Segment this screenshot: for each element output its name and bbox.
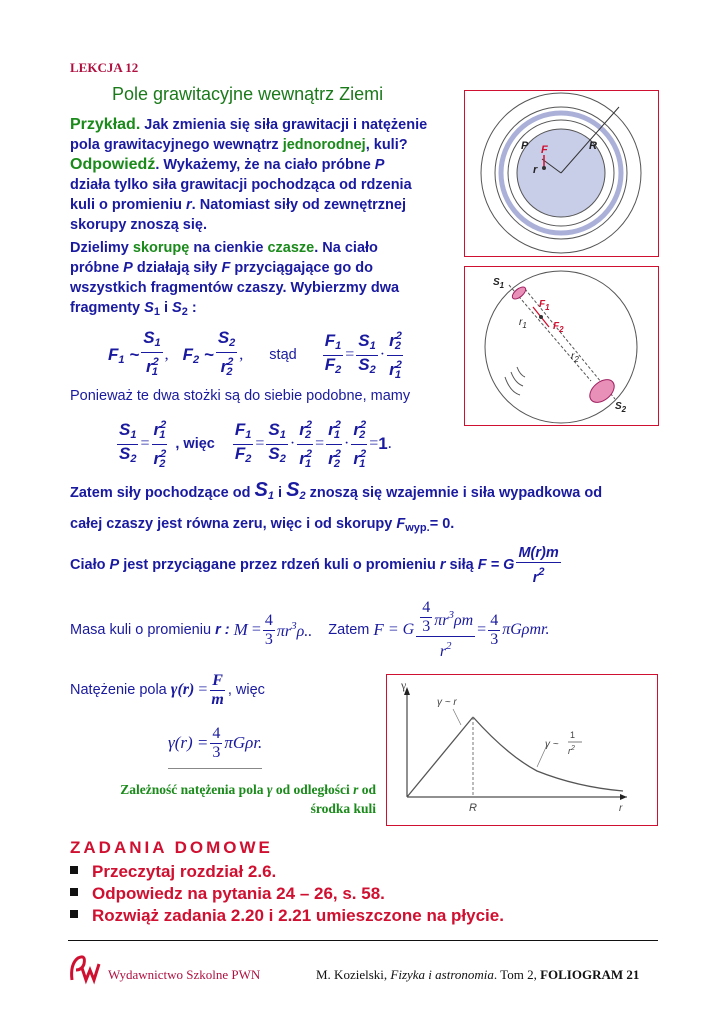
cialo-c: siłą: [449, 557, 474, 573]
footer-foliogram: FOLIOGRAM 21: [540, 967, 640, 982]
homework-item-2: [70, 884, 385, 904]
masa-F: F: [373, 620, 384, 639]
figure-graph: [386, 674, 658, 826]
answer-text-3: kuli o promieniu: [70, 197, 182, 213]
zatem-l2a: całej czaszy jest równa zeru, więc i od skorupy: [70, 516, 393, 532]
equation-1: $F_1$ ~ $\frac{S_1}{r^2_1}$ , $F_2$ ~ $\frac{S_2}{r^2_2}$ , stąd $\frac{F_1}{F_2}$ = $\frac{S_1}{S_2}$ · $\frac{r^2_2}{r^2_1}$: [108, 330, 405, 380]
p2-P: P: [123, 260, 133, 276]
gamma-equation: [168, 720, 262, 769]
graph-R: R: [469, 802, 477, 814]
zatem-F: F: [396, 516, 406, 532]
masa-nrest: πr: [434, 611, 449, 629]
svg-text:F2: $F_2$: [553, 321, 564, 334]
zatem-l2b: = 0.: [429, 516, 455, 532]
masa-a: Masa kuli o promieniu: [70, 622, 212, 638]
cap-g: γ: [266, 782, 273, 797]
cialo-num: M(r)m: [518, 544, 559, 561]
natez-wiec: , więc: [227, 682, 265, 698]
figure-shells: [464, 266, 659, 426]
tilde-1: ~: [129, 344, 140, 364]
bullet-icon: [70, 910, 78, 918]
zatem-l1c: znoszą się wzajemnie i siła wypadkowa od: [309, 485, 603, 501]
masa-line: Masa kuli o promieniu r : M = $\frac{4}{3}$ $\pi r^3\rho$.. Zatem F = G $\frac{4}{3}$ $\pi r^3\rho m$ $r^2$ = $\frac{4}{3}$ πGρmr.: [70, 599, 550, 660]
natezenie-line: [70, 666, 265, 714]
frac-4-3-c: [210, 725, 222, 762]
masa-res: πGρmr.: [502, 621, 550, 638]
p2-l2b: działają siły: [136, 260, 218, 276]
masa-nm: ρm: [453, 611, 474, 629]
p2-t2: na cienkie: [193, 240, 264, 256]
cap-l1a: Zależność natężenia pola: [120, 782, 264, 797]
graph-yaxis: γ: [401, 678, 407, 692]
homework-item-1-text: Przeczytaj rozdział 2.6.: [92, 862, 277, 881]
fig2-F2: F: [553, 321, 560, 332]
zatem-sub: wyp.: [405, 522, 430, 534]
frac-4-3-a: [263, 612, 275, 649]
frac-mrm-r2: $\frac{M(r)m}{r^2}$: [518, 544, 559, 586]
svg-text:S1: $S_1$: [493, 277, 505, 290]
eq2-one: 1: [378, 434, 388, 453]
natez-a: Natężenie pola: [70, 682, 167, 698]
graph-inv-n: 1: [570, 730, 576, 740]
stad-word: stąd: [269, 347, 297, 363]
zatem-l1b: i: [278, 485, 283, 501]
frac-r2-r1: $\frac{r^2_2}{r^2_1}$: [387, 327, 403, 384]
cap-l1c: od: [361, 782, 376, 797]
fig2-S1: S: [493, 277, 500, 288]
answer-r: r: [186, 197, 192, 213]
p2-w1: skorupę: [132, 240, 190, 256]
p2-i: i: [163, 300, 168, 316]
p2-S1: S: [144, 300, 154, 316]
fig1-r: r: [533, 164, 538, 176]
frac-s1-s2-c: $\frac{S_1}{S_2}$: [268, 419, 286, 465]
shells-diagram: [465, 267, 658, 425]
cialo-b: jest przyciągane przez rdzeń kuli o promieniu: [123, 557, 436, 573]
masa-eq: =: [251, 621, 261, 638]
masa-fn: 4: [264, 611, 273, 629]
frac-s1-r1: $\frac{S_1}{r^2_1}$: [143, 328, 161, 378]
svg-text:r1: $r_1$: [519, 317, 527, 330]
zatem-l1a: Zatem siły pochodzące od: [70, 485, 251, 501]
svg-text:S2: $S_2$: [615, 401, 627, 414]
footer-divider: [68, 940, 658, 941]
natez-den: m: [211, 690, 224, 708]
fig2-r1: r: [519, 317, 523, 328]
graph-caption: [70, 780, 376, 818]
bullet-icon: [70, 866, 78, 874]
frac-f-m: [209, 672, 225, 709]
natez-num: F: [212, 671, 223, 689]
masa-eq2: =: [477, 621, 487, 638]
frac-s1-s2-b: $\frac{S_1}{S_2}$: [119, 419, 137, 465]
figure-sphere: [464, 90, 659, 257]
masa-n4: 4: [422, 599, 431, 616]
footer-book: Fizyka i astronomia: [390, 967, 494, 982]
masa-M: M: [233, 620, 248, 639]
homework-title: ZADANIA DOMOWE: [70, 838, 273, 857]
comma-1: ,: [164, 346, 169, 363]
p2-t3: . Na ciało: [314, 240, 378, 256]
cialo-a: Ciało: [70, 557, 106, 573]
p2-l2c: przyciągające go do: [234, 260, 374, 276]
fig1-R: R: [589, 140, 597, 152]
p2-S2: S: [172, 300, 182, 316]
frac-r1-r2-c: $\frac{r^2_1}{r^2_2}$: [326, 416, 342, 473]
example-text-1: Jak zmienia się siła grawitacji i natężenie: [144, 117, 428, 133]
p2-l4a: fragmenty: [70, 300, 141, 316]
page-title: Pole grawitacyjne wewnątrz Ziemi: [112, 84, 384, 104]
gamma-lhs: γ(r) =: [168, 733, 209, 752]
masa-r: r :: [215, 622, 230, 638]
answer-text-1: . Wykażemy, że na ciało próbne: [155, 157, 371, 173]
masa-G: = G: [387, 621, 415, 638]
frac-r2-r1-c: $\frac{r^2_2}{r^2_1}$: [351, 416, 367, 473]
graph-inv-d: r: [568, 746, 571, 756]
publisher-name: Wydawnictwo Szkolne PWN: [108, 967, 261, 982]
masa-rho: ρ..: [296, 622, 313, 640]
svg-text:r2: $r_2$: [571, 351, 579, 364]
example-text-2: pola grawitacyjnego wewnątrz: [70, 137, 279, 153]
answer-text-2: działa tylko siła grawitacji pochodząca od rdzenia: [70, 177, 412, 193]
lesson-label: LEKCJA 12: [70, 60, 139, 75]
cialo-r: r: [439, 557, 446, 573]
answer-label: Odpowiedź: [70, 156, 156, 173]
bullet-icon: [70, 888, 78, 896]
answer-text-5: skorupy znoszą się.: [70, 217, 207, 233]
fig2-F1: F: [539, 299, 546, 310]
masa-zatem: Zatem: [328, 622, 370, 638]
pwn-logo-icon: [66, 950, 106, 991]
masa-resn: 4: [490, 611, 499, 629]
cap-l1b: od odległości: [275, 782, 350, 797]
masa-resd: 3: [490, 630, 499, 648]
answer-P: P: [374, 157, 385, 173]
svg-text:F1: $F_1$: [539, 299, 550, 312]
p2-w2: czasze: [267, 240, 315, 256]
frac-s1-s2: $\frac{S_1}{S_2}$: [358, 330, 376, 376]
book-reference: [316, 967, 639, 983]
frac-f1-f2: $\frac{F_1}{F_2}$: [324, 330, 342, 376]
example-label: Przykład.: [70, 116, 141, 133]
cap-r: r: [353, 782, 359, 797]
gamma-num: 4: [212, 724, 221, 742]
dot-1: ·: [379, 346, 386, 363]
homework-item-2-text: Odpowiedz na pytania 24 – 26, s. 58.: [92, 884, 385, 903]
equation-2: $\frac{S_1}{S_2}$ = $\frac{r^2_1}{r^2_2}$ , więc $\frac{F_1}{F_2}$ = $\frac{S_1}{S_2}$ · $\frac{r^2_2}{r^2_1}$ = $\frac{r^2_1}{r^2_2}$ · $\frac{r^2_2}{r^2_1}$ = 1 .: [115, 418, 392, 470]
eq2-period: .: [387, 435, 392, 452]
shells-paragraph: Dzielimy skorupę na cienkie czasze. Na ciało próbne P działają siły F przyciągające go do wszystkich fragmentów czaszy. Wybierzmy dwa fragmenty $S_1$ i $S_2$ :: [70, 238, 458, 322]
cap-l2: środka kuli: [310, 801, 376, 816]
similar-text: Ponieważ te dwa stożki są do siebie podobne, mamy: [70, 388, 411, 404]
homework-item-3: [70, 906, 504, 926]
example-word: jednorodnej: [282, 137, 366, 153]
masa-n3: 3: [422, 618, 431, 635]
natez-eq: =: [198, 681, 208, 698]
fig1-P: P: [521, 140, 529, 152]
p2-l2a: próbne: [70, 260, 120, 276]
frac-f1-f2-b: $\frac{F_1}{F_2}$: [234, 419, 252, 465]
frac-s2-r2: $\frac{S_2}{r^2_2}$: [217, 328, 236, 378]
p2-F: F: [221, 260, 231, 276]
frac-4-3-b: [488, 612, 500, 649]
svg-text:r2: $r^2$: [568, 745, 575, 756]
masa-rest: πr: [276, 622, 292, 640]
frac-r1-r2-b: $\frac{r^2_1}{r^2_2}$: [152, 416, 168, 473]
p2-colon: :: [191, 300, 197, 316]
masa-fd: 3: [264, 630, 273, 648]
cialo-paragraph: [70, 542, 563, 588]
cialo-F: F = G: [477, 557, 515, 573]
graph-inv: γ ~: [545, 739, 559, 750]
footer-author: M. Kozielski,: [316, 967, 388, 982]
fig2-r2: r: [571, 351, 575, 362]
answer-text-4: . Natomiast siły od zewnętrznej: [191, 197, 406, 213]
natez-gamma: γ(r): [170, 681, 195, 698]
gamma-graph: [387, 675, 657, 825]
wiec-word: , więc: [175, 436, 215, 452]
cialo-den: r: [532, 569, 539, 586]
example-text-3: , kuli?: [365, 137, 408, 153]
p2-t1: Dzielimy: [70, 240, 129, 256]
homework-item-3-text: Rozwiąż zadania 2.20 i 2.21 umieszczone na płycie.: [92, 906, 504, 925]
cialo-P: P: [109, 557, 120, 573]
zatem-paragraph: Zatem siły pochodzące od $S_1$ i $S_2$ znoszą się wzajemnie i siła wypadkowa od całej czaszy jest równa zeru, więc i od skorupy $F_{wyp.}= 0$.: [70, 479, 603, 534]
frac-r2-r1-b: $\frac{r^2_2}{r^2_1}$: [297, 416, 313, 473]
sphere-diagram: [465, 91, 658, 256]
gamma-den: 3: [212, 743, 221, 761]
homework-item-1: [70, 862, 276, 882]
fig1-F: F: [541, 144, 548, 156]
frac-big: $\frac{4}{3}$ $\pi r^3\rho m$ $r^2$: [416, 599, 475, 661]
fig2-S2: S: [615, 401, 622, 412]
gamma-rhs: πGρr.: [224, 733, 263, 752]
graph-lin: γ ~ r: [437, 697, 457, 708]
footer-tome: . Tom 2,: [493, 967, 537, 982]
intro-paragraph: [70, 115, 458, 235]
masa-dr: r: [439, 643, 447, 660]
p2-l3: wszystkich fragmentów czaszy. Wybierzmy dwa: [70, 280, 400, 296]
graph-xaxis: r: [619, 803, 623, 814]
